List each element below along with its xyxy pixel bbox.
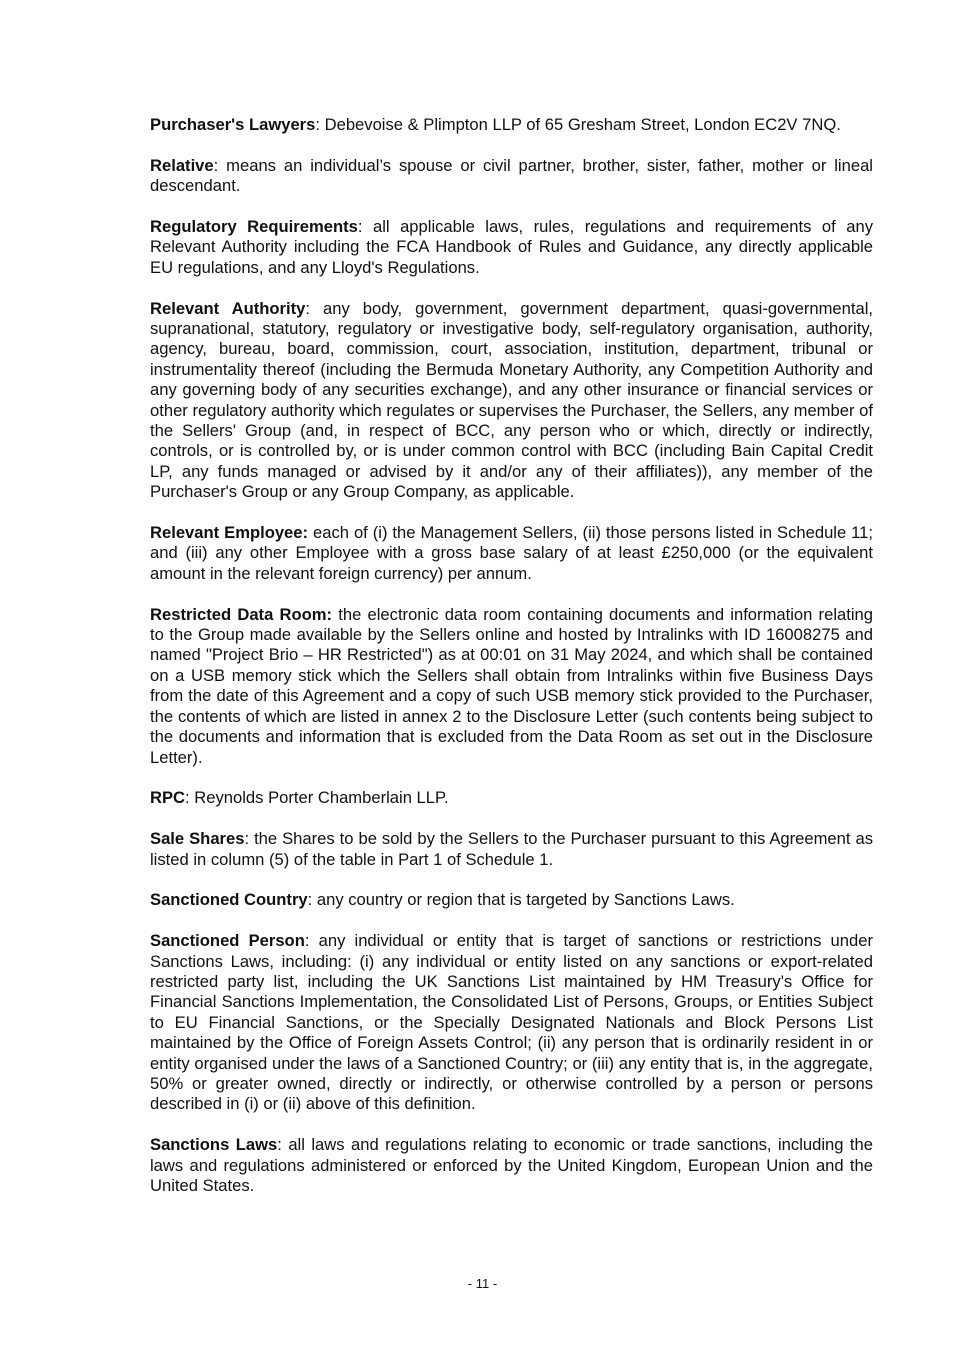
definition-term: Sanctioned Person xyxy=(150,931,305,951)
definition-text: any country or region that is targeted by Sanctions Laws. xyxy=(312,890,735,910)
definition-term: Restricted Data Room: xyxy=(150,604,333,624)
definition-relevant-authority xyxy=(150,299,873,503)
definition-term: Sanctions Laws xyxy=(150,1135,278,1155)
definition-term: Regulatory Requirements xyxy=(150,217,358,236)
definition-separator: : xyxy=(315,115,320,134)
definition-text: the Shares to be sold by the Sellers to the Purchaser pursuant to this Agreement as listed in column (5) of the table in Part 1 of Schedule 1. xyxy=(150,829,874,869)
definition-text: the electronic data room containing documents and information relating to the Group made available by the Sellers online and hosted by Intralinks with ID 16008275 and named "Project Brio – HR Restricted") as at 00:01 on 31 May 2024, and which shall be contained on a USB memory stick which the Sellers shall obtain from Intralinks within five Business Days from the date of this Agreement and a copy of such USB memory stick provided to the Purchaser, the contents of which are listed in annex 2 to the Disclosure Letter (such contents being subject to the documents and information that is excluded from the Data Room as set out in the Disclosure Letter). xyxy=(150,604,873,767)
definition-sanctioned-person xyxy=(150,931,873,1115)
definition-text: any individual or entity that is target of sanctions or restrictions under Sanctions Laws, including: (i) any individual or entity listed on any sanctions or export-related restricted party list, including the UK Sanctions List maintained by HM Treasury's Office for Financial Sanctions Implementation, the Consolidated List of Persons, Groups, or Entities Subject to EU Financial Sanctions, or the Specially Designated Nationals and Block Persons List maintained by the Office of Foreign Assets Control; (ii) any person that is ordinarily resident in or entity organised under the laws of a Sanctioned Country; or (iii) any entity that is, in the aggregate, 50% or greater owned, directly or indirectly, or otherwise controlled by a person or persons described in (i) or (ii) above of this definition. xyxy=(150,931,873,1114)
definition-separator: : xyxy=(244,829,250,849)
definition-relevant-employee xyxy=(150,523,873,584)
definition-rpc xyxy=(150,788,873,808)
page-number: - 11 - xyxy=(467,1276,498,1291)
definition-regulatory-requirements xyxy=(150,217,873,278)
definition-term: RPC xyxy=(150,788,186,808)
definition-text: Reynolds Porter Chamberlain LLP. xyxy=(189,788,449,808)
definition-sale-shares xyxy=(150,829,873,870)
definition-separator: : xyxy=(307,890,313,910)
definition-term: Relevant Employee: xyxy=(150,523,309,543)
definition-separator: : xyxy=(305,298,310,318)
definition-purchasers-lawyers xyxy=(150,115,873,135)
definition-term: Purchaser's Lawyers xyxy=(150,115,316,134)
definition-relative xyxy=(150,156,873,197)
definition-restricted-data-room xyxy=(150,605,873,768)
definition-text: any body, government, government department, quasi-governmental, supranational, statutory, regulatory or investigative body, self-regulatory organisation, authority, agency, bureau, board, commission, court, association, institution, department, tribunal or instrumentality thereof (including the Bermuda Monetary Authority, any Competition Authority and any governing body of any securities exchange), and any other insurance or financial services or other regulatory authority which regulates or supervises the Purchaser, the Sellers, any member of the Sellers' Group (and, in respect of BCC, any person who or which, directly or indirectly, controls, or is controlled by, or is under common control with BCC (including Bain Capital Credit LP, any funds managed or advised by it and/or any of their affiliates)), any member of the Purchaser's Group or any Group Company, as applicable. xyxy=(150,298,873,502)
definition-term: Sale Shares xyxy=(150,829,245,849)
definition-text: Debevoise & Plimpton LLP of 65 Gresham Street, London EC2V 7NQ. xyxy=(320,115,841,134)
definition-separator: : xyxy=(357,217,363,236)
definition-text: all laws and regulations relating to economic or trade sanctions, including the laws and regulations administered or enforced by the United Kingdom, European Union and the United States. xyxy=(150,1135,873,1195)
definition-separator: : xyxy=(213,155,219,175)
definition-text: all applicable laws, rules, regulations and requirements of any Relevant Authority including the FCA Handbook of Rules and Guidance, any directly applicable EU regulations, and any Lloyd's Regulations. xyxy=(150,217,874,277)
definition-term: Relative xyxy=(150,155,214,175)
definition-term: Sanctioned Country xyxy=(150,890,308,910)
definition-term: Relevant Authority xyxy=(150,298,306,318)
definition-separator: : xyxy=(304,931,310,951)
definition-separator: : xyxy=(277,1135,282,1155)
definition-sanctions-laws xyxy=(150,1135,873,1196)
definition-separator: : xyxy=(185,788,190,808)
definition-text: means an individual’s spouse or civil partner, brother, sister, father, mother or lineal descendant. xyxy=(150,155,873,196)
definition-sanctioned-country xyxy=(150,890,873,910)
definition-text: each of (i) the Management Sellers, (ii) those persons listed in Schedule 11; and (iii) any other Employee with a gross base salary of at least £250,000 (or the equivalent amount in the relevant foreign currency) per annum. xyxy=(150,523,873,583)
definitions-list xyxy=(150,115,873,1217)
